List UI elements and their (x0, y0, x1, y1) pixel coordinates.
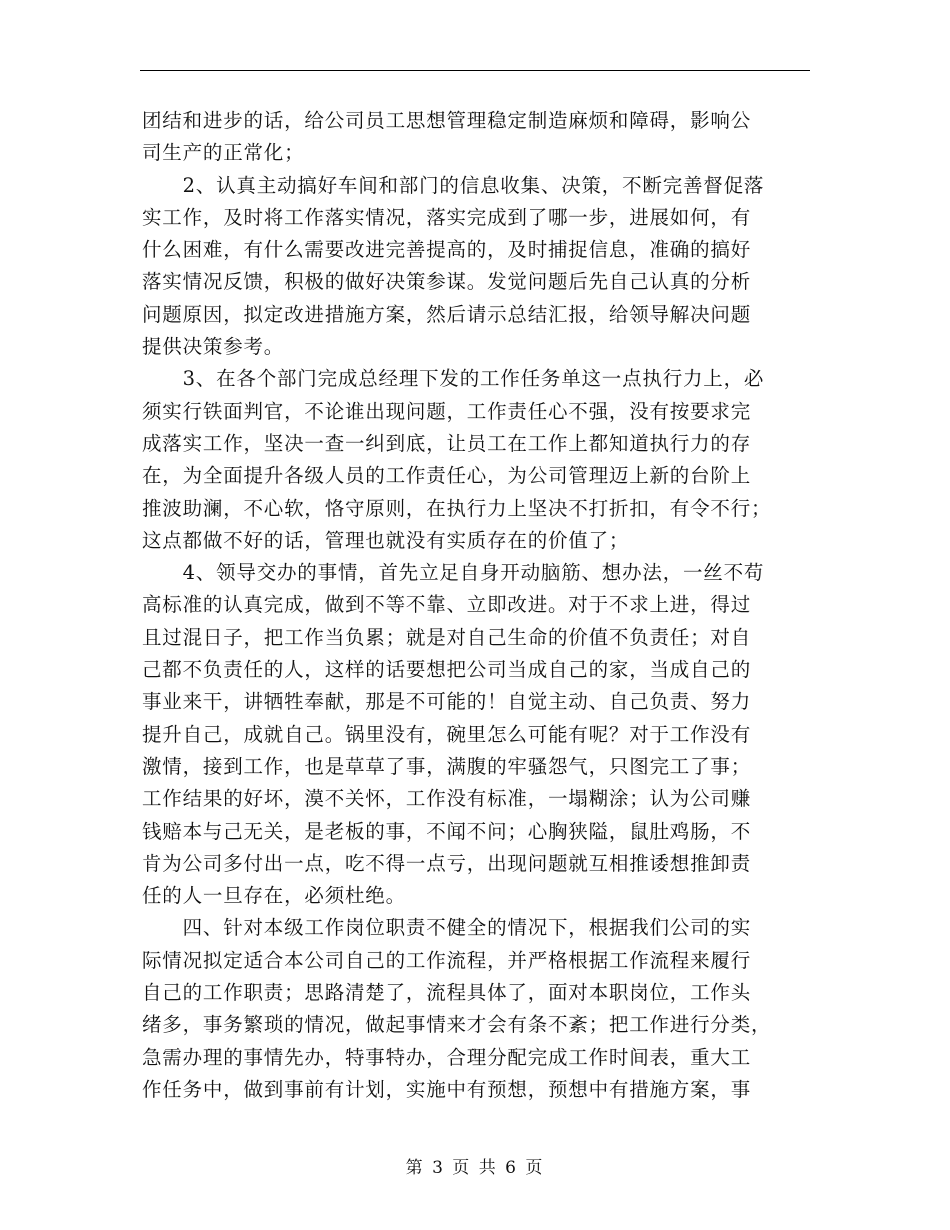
document-body (142, 105, 812, 1106)
text-line: 落实情况反馈，积极的做好决策参谋。发觉问题后先自己认真的分析 (142, 270, 752, 294)
text-line: 钱赔本与己无关，是老板的事，不闻不问；心胸狭隘，鼠肚鸡肠，不 (142, 819, 752, 843)
text-line: 激情，接到工作，也是草草了事，满腹的牢骚怨气，只图完工了事； (142, 754, 752, 778)
text-line: 什么困难，有什么需要改进完善提高的，及时捕捉信息，准确的搞好 (142, 238, 752, 262)
text-line: 己都不负责任的人，这样的话要想把公司当成自己的家，当成自己的 (142, 658, 752, 682)
text-line: 肯为公司多付出一点，吃不得一点亏，出现问题就互相推诿想推卸责 (142, 851, 752, 875)
text-line: 提升自己，成就自己。锅里没有，碗里怎么可能有呢？对于工作没有 (142, 722, 752, 746)
text-line: 提供决策参考。 (142, 335, 285, 359)
text-line: 实工作，及时将工作落实情况，落实完成到了哪一步，进展如何，有 (142, 205, 752, 229)
text-line: 急需办理的事情先办，特事特办，合理分配完成工作时间表，重大工 (142, 1045, 752, 1069)
text-line: 自己的工作职责；思路清楚了，流程具体了，面对本职岗位，工作头 (142, 981, 752, 1005)
text-line: 3、在各个部门完成总经理下发的工作任务单这一点执行力上，必 (142, 367, 765, 391)
text-line: 司生产的正常化； (142, 141, 305, 165)
text-line: 任的人一旦存在，必须杜绝。 (142, 884, 406, 908)
text-line: 2、认真主动搞好车间和部门的信息收集、决策，不断完善督促落 (142, 173, 765, 197)
text-line: 事业来干，讲牺牲奉献，那是不可能的！自觉主动、自己负责、努力 (142, 690, 752, 714)
text-line: 工作结果的好坏，漠不关怀，工作没有标准，一塌糊涂；认为公司赚 (142, 787, 752, 811)
text-line: 成落实工作，坚决一查一纠到底，让员工在工作上都知道执行力的存 (142, 431, 752, 455)
text-line: 须实行铁面判官，不论谁出现问题，工作责任心不强，没有按要求完 (142, 399, 752, 423)
text-line: 且过混日子，把工作当负累；就是对自己生命的价值不负责任；对自 (142, 625, 752, 649)
text-line: 四、针对本级工作岗位职责不健全的情况下，根据我们公司的实 (142, 916, 752, 940)
text-line: 团结和进步的话，给公司员工思想管理稳定制造麻烦和障碍，影响公 (142, 109, 752, 132)
header-rule (140, 70, 810, 71)
text-line: 高标准的认真完成，做到不等不靠、立即改进。对于不求上进，得过 (142, 593, 752, 617)
text-line: 这点都做不好的话，管理也就没有实质存在的价值了； (142, 528, 630, 552)
text-line: 推波助澜，不心软，恪守原则，在执行力上坚决不打折扣，有令不行； (142, 496, 772, 520)
text-line: 际情况拟定适合本公司自己的工作流程，并严格根据工作流程来履行 (142, 948, 752, 972)
text-line: 在，为全面提升各级人员的工作责任心，为公司管理迈上新的台阶上 (142, 464, 752, 488)
text-line: 问题原因，拟定改进措施方案，然后请示总结汇报，给领导解决问题 (142, 302, 752, 326)
text-line: 4、领导交办的事情，首先立足自身开动脑筋、想办法，一丝不苟 (142, 561, 765, 585)
page-number: 第 3 页 共 6 页 (405, 1158, 545, 1178)
text-line: 作任务中，做到事前有计划，实施中有预想，预想中有措施方案，事 (142, 1077, 752, 1101)
text-line: 绪多，事务繁琐的情况，做起事情来才会有条不紊；把工作进行分类， (142, 1013, 772, 1037)
